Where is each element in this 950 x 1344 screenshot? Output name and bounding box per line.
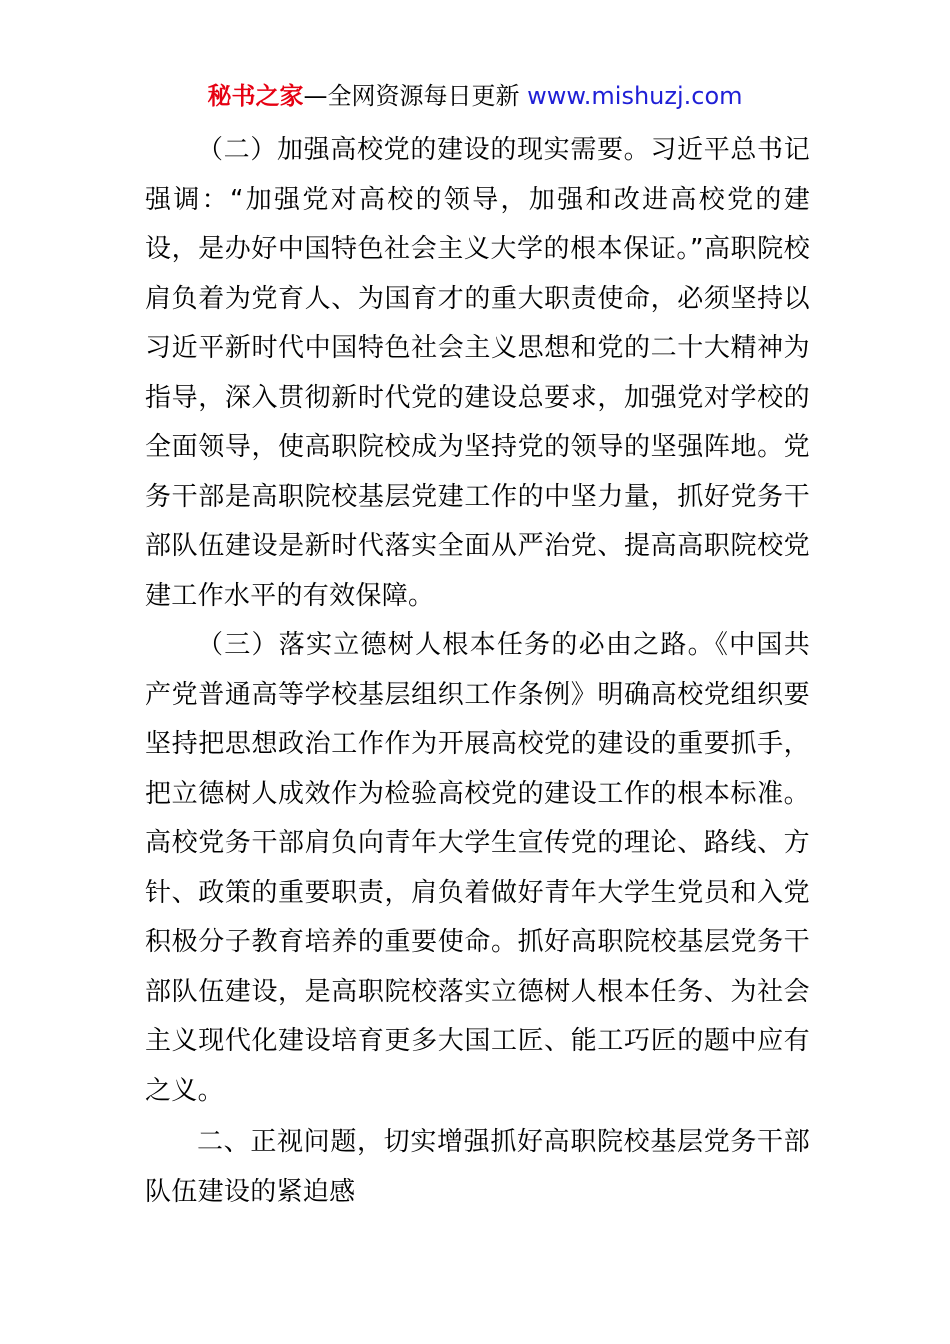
site-url-link[interactable]: www.mishuzj.com: [527, 82, 743, 110]
site-brand: 秘书之家: [207, 82, 304, 110]
site-tagline: —全网资源每日更新: [303, 82, 528, 110]
paragraph-section-three: （三）落实立德树人根本任务的必由之路。《中国共产党普通高等学校基层组织工作条例》明确高校党组织要坚持把思想政治工作作为开展高校党的建设的重要抓手，把立德树人成效作为检验高校党的建设工作的根本标准。高校党务干部肩负向青年大学生宣传党的理论、路线、方针、政策的重要职责，肩负着做好青年大学生党员和入党积极分子教育培养的重要使命。抓好高职院校基层党务干部队伍建设，是高职院校落实立德树人根本任务、为社会主义现代化建设培育更多大国工匠、能工巧匠的题中应有之义。: [145, 630, 810, 1106]
site-header: [0, 78, 950, 114]
section-heading: 二、正视问题，切实增强抓好高职院校基层党务干部队伍建设的紧迫感: [145, 1127, 810, 1207]
paragraph-section-two: （二）加强高校党的建设的现实需要。习近平总书记强调：“加强党对高校的领导，加强和改进高校党的建设，是办好中国特色社会主义大学的根本保证。”高职院校肩负着为党育人、为国育才的重大职责使命，必须坚持以习近平新时代中国特色社会主义思想和党的二十大精神为指导，深入贯彻新时代党的建设总要求，加强党对学校的全面领导，使高职院校成为坚持党的领导的坚强阵地。党务干部是高职院校基层党建工作的中坚力量，抓好党务干部队伍建设是新时代落实全面从严治党、提高高职院校党建工作水平的有效保障。: [145, 135, 810, 611]
document-body: [145, 126, 810, 1217]
